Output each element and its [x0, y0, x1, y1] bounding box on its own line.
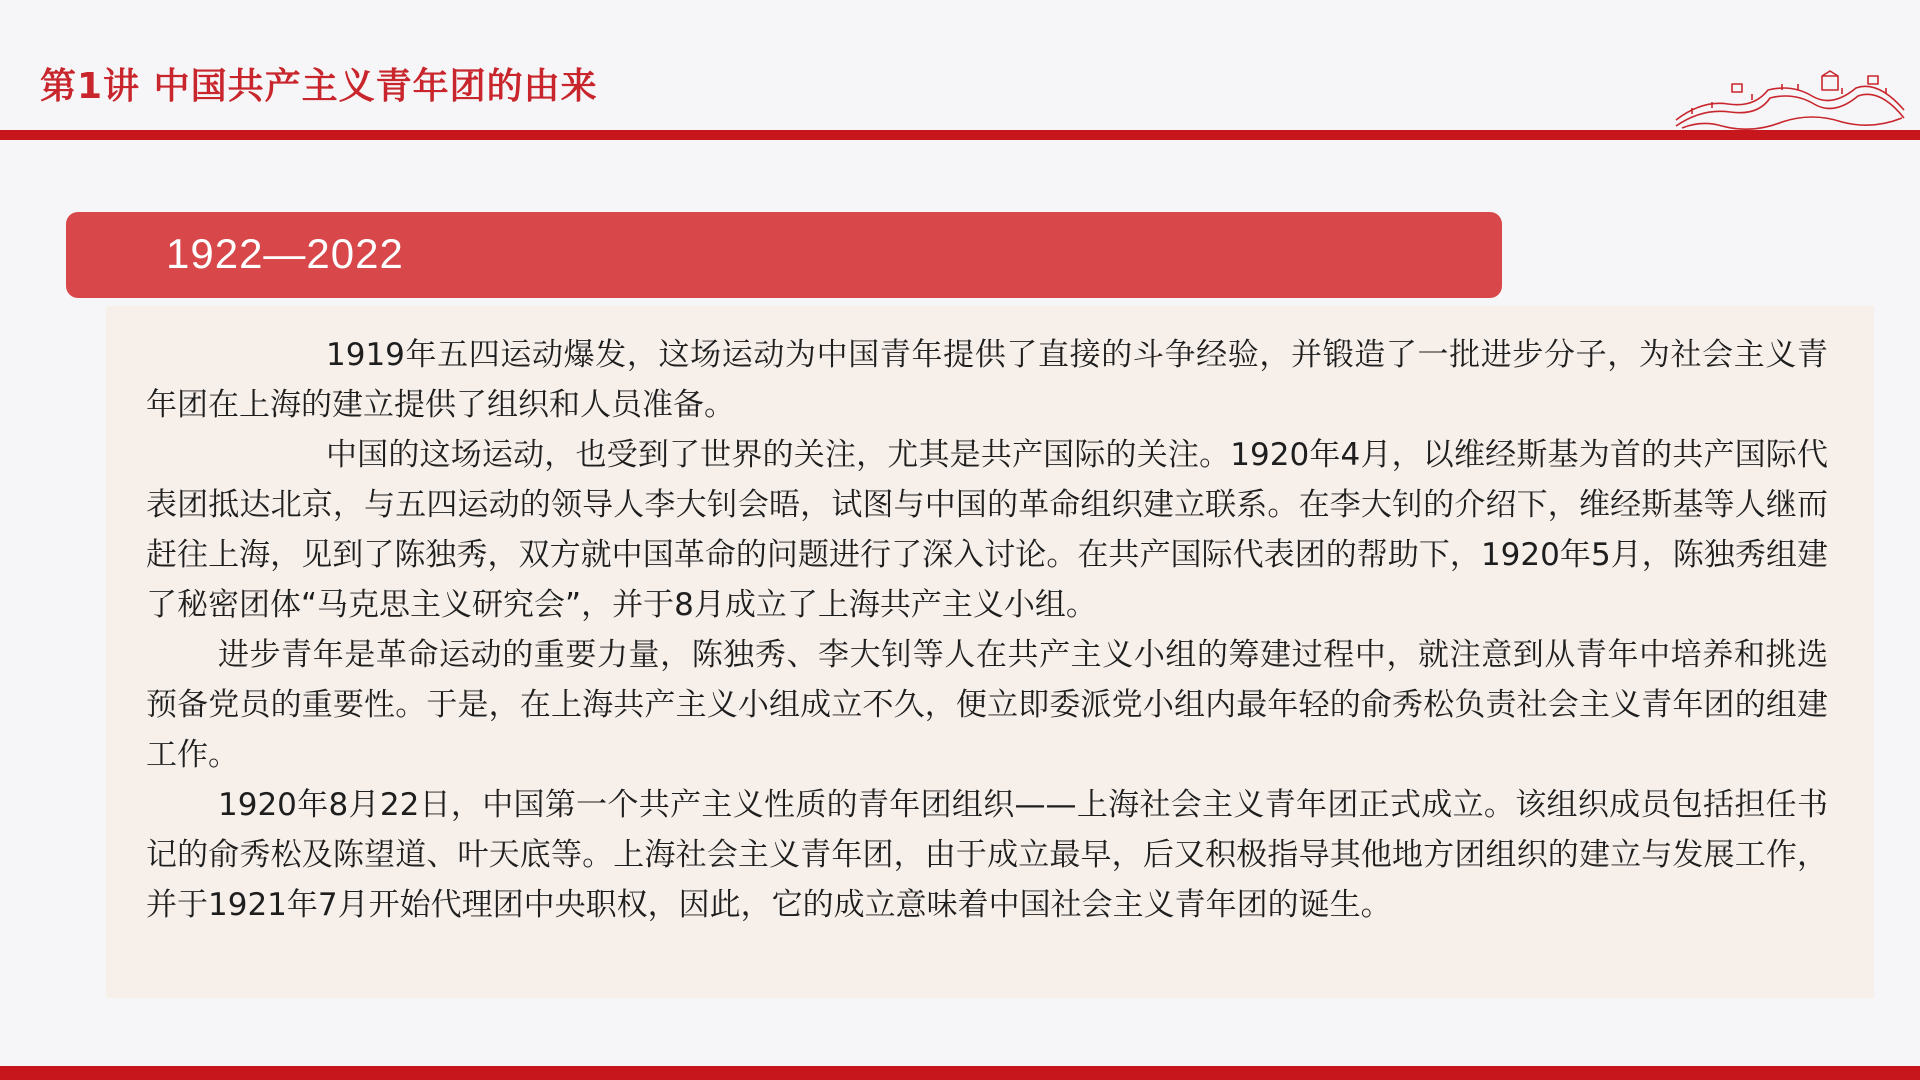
paragraph: 1920年8月22日，中国第一个共产主义性质的青年团组织——上海社会主义青年团正式成立。该组织成员包括担任书记的俞秀松及陈望道、叶天底等。上海社会主义青年团，由于成立最早，后又积极指导其他地方团组织的建立与发展工作，并于1921年7月开始代理团中央职权，因此，它的成立意味着中国社会主义青年团的诞生。 — [146, 787, 1828, 923]
paragraph: 中国的这场运动，也受到了世界的关注，尤其是共产国际的关注。1920年4月，以维经斯基为首的共产国际代表团抵达北京，与五四运动的领导人李大钊会晤，试图与中国的革命组织建立联系。在李大钊的介绍下，维经斯基等人继而赶往上海，见到了陈独秀，双方就中国革命的问题进行了深入讨论。在共产国际代表团的帮助下，1920年5月，陈独秀组建了秘密团体“马克思主义研究会”，并于8月成立了上海共产主义小组。 — [146, 437, 1828, 623]
paragraph: 进步青年是革命运动的重要力量，陈独秀、李大钊等人在共产主义小组的筹建过程中，就注意到从青年中培养和挑选预备党员的重要性。于是，在上海共产主义小组成立不久，便立即委派党小组内最年轻的俞秀松负责社会主义青年团的组建工作。 — [146, 637, 1828, 773]
footer-divider — [0, 1066, 1920, 1080]
paragraph: 1919年五四运动爆发，这场运动为中国青年提供了直接的斗争经验，并锻造了一批进步分子，为社会主义青年团在上海的建立提供了组织和人员准备。 — [146, 337, 1828, 423]
content-text — [146, 330, 1828, 930]
banner-text: 1922—2022 — [166, 230, 404, 277]
year-banner — [66, 212, 1502, 298]
header-divider — [0, 130, 1920, 140]
page-title: 第1讲 中国共产主义青年团的由来 — [40, 66, 598, 107]
great-wall-icon — [1672, 70, 1908, 130]
